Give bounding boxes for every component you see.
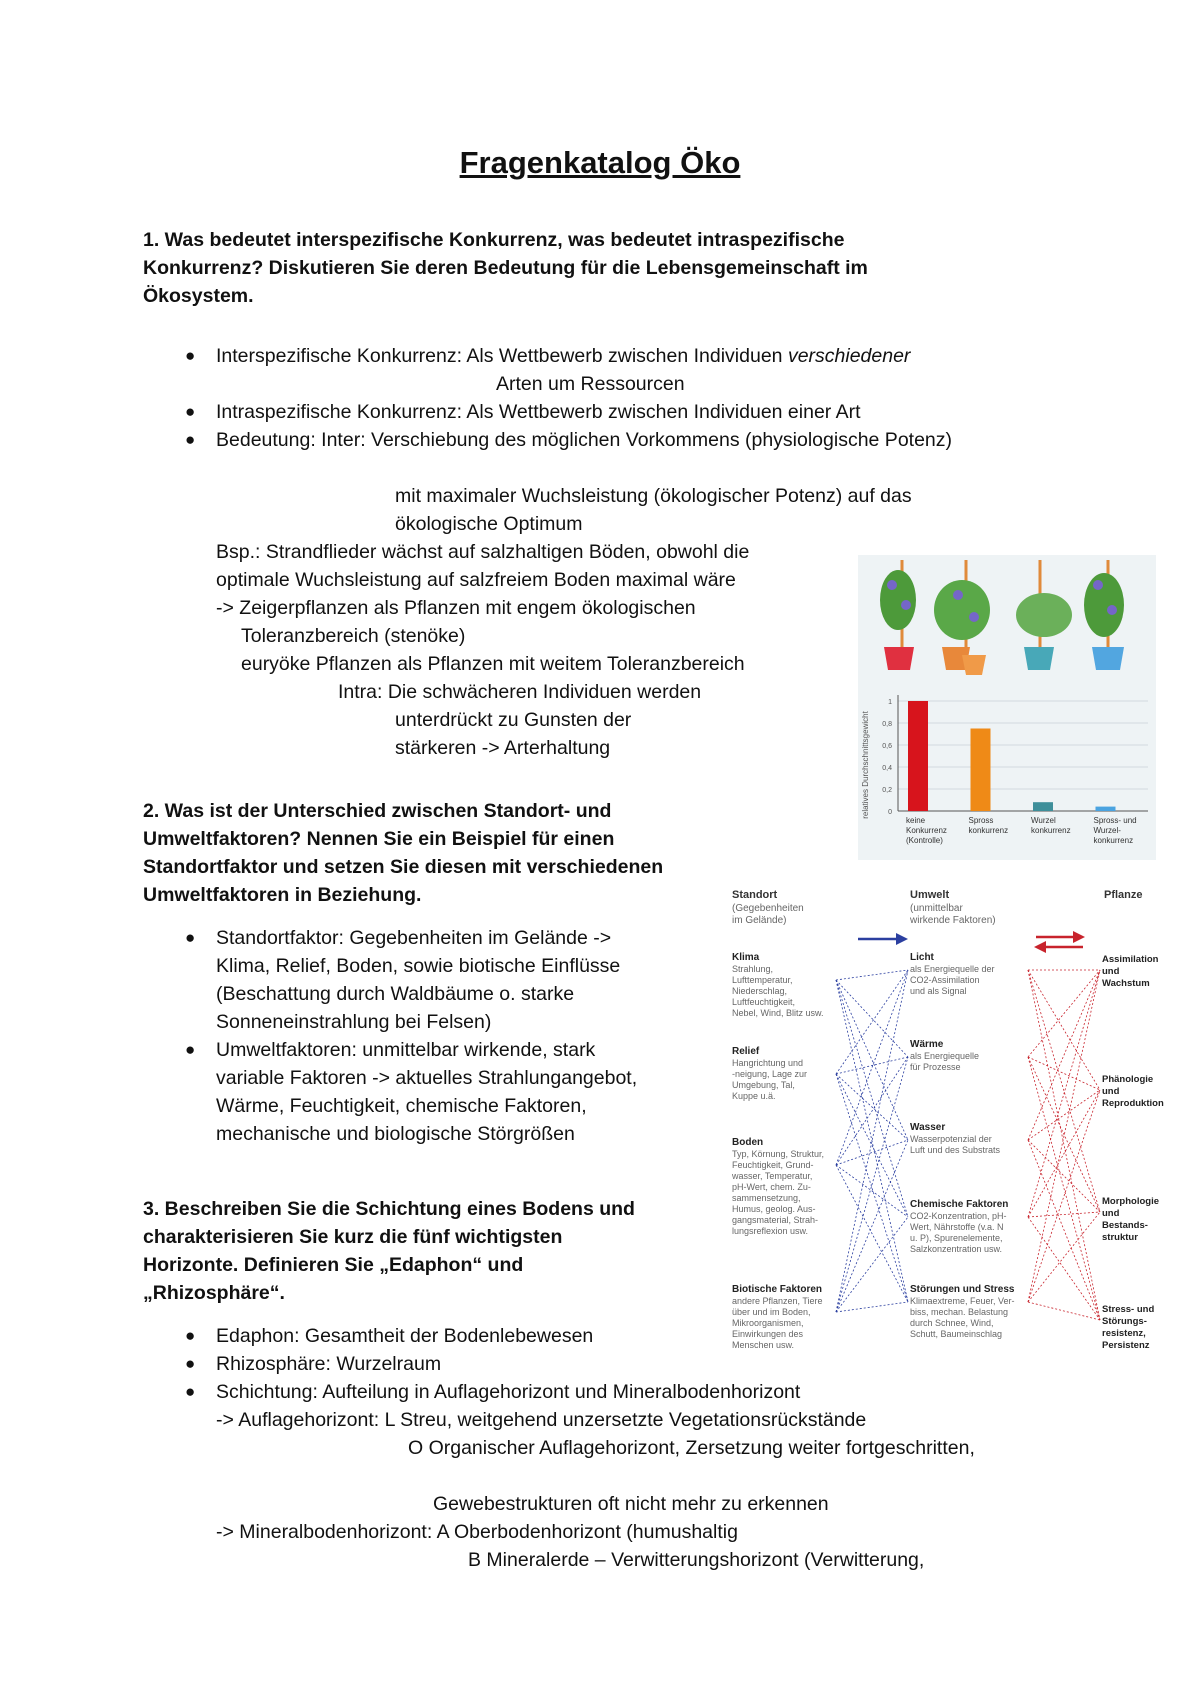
q1-line: optimale Wuchsleistung auf salzfreiem Boden maximal wäre bbox=[216, 569, 736, 591]
connection-line bbox=[836, 1057, 908, 1165]
standort-factor-desc: Humus, geolog. Aus- bbox=[732, 1204, 816, 1214]
chart-category-label: konkurrenz bbox=[968, 826, 1009, 835]
chart-category-label: (Kontrolle) bbox=[906, 836, 943, 845]
connection-line bbox=[1028, 1212, 1100, 1217]
connection-line bbox=[836, 1057, 908, 1074]
chart-category-label: Spross- und bbox=[1093, 816, 1137, 825]
q1-line: ökologische Optimum bbox=[395, 513, 583, 535]
question-3-heading: 3. Beschreiben Sie die Schichtung eines Bodens und charakterisieren Sie kurz die fünf wichtigsten Horizonte. Definieren Sie „Edaphon“ und „Rhizosphäre“. bbox=[143, 1198, 635, 1304]
standort-factor-desc: Feuchtigkeit, Grund- bbox=[732, 1160, 814, 1170]
q1-bullet-2: Intraspezifische Konkurrenz: Als Wettbewerb zwischen Individuen einer Art bbox=[216, 401, 861, 423]
umwelt-factor-desc: u. P), Spurenelemente, bbox=[910, 1233, 1003, 1243]
bullet: ● bbox=[185, 430, 196, 449]
connection-line bbox=[836, 1140, 908, 1165]
q1-bullet-1-cont: Arten um Ressourcen bbox=[496, 373, 685, 395]
plant-response-label: Stress- und bbox=[1102, 1304, 1155, 1315]
q1-line: unterdrückt zu Gunsten der bbox=[395, 709, 632, 731]
question-1-heading: 1. Was bedeutet interspezifische Konkurrenz, was bedeutet intraspezifische Konkurrenz? Diskutieren Sie deren Bedeutung für die Lebensgemeinschaft im Ökosystem. bbox=[143, 229, 868, 307]
standort-factor-desc: Mikroorganismen, bbox=[732, 1318, 804, 1328]
chart-category-label: konkurrenz bbox=[1031, 826, 1071, 835]
standort-factor-desc: Menschen usw. bbox=[732, 1340, 795, 1350]
standort-factor-desc: Umgebung, Tal, bbox=[732, 1080, 795, 1090]
umwelt-factor-desc: und als Signal bbox=[910, 986, 967, 996]
connection-line bbox=[836, 1217, 908, 1312]
q2-bullet-1: Standortfaktor: Gegebenheiten im Gelände -> Klima, Relief, Boden, sowie biotische Einflüsse (Beschattung durch Waldbäume o. starke Sonneneinstrahlung bei Felsen) bbox=[216, 927, 621, 1033]
standort-factor-desc: Typ, Körnung, Struktur, bbox=[732, 1149, 825, 1159]
connection-line bbox=[836, 980, 908, 1302]
umwelt-factor-name: Wasser bbox=[910, 1122, 946, 1133]
plant-response-label: und bbox=[1102, 966, 1120, 977]
plant-response-label: Morphologie bbox=[1102, 1196, 1159, 1207]
connection-line bbox=[1028, 970, 1100, 1057]
chart-ylabel: relatives Durchschnittsgewicht bbox=[861, 711, 870, 819]
umwelt-factor-desc: biss, mechan. Belastung bbox=[910, 1307, 1009, 1317]
q1-line: Toleranzbereich (stenöke) bbox=[241, 625, 466, 647]
standort-factor-desc: wasser, Temperatur, bbox=[732, 1171, 813, 1181]
umwelt-factor-desc: Luft und des Substrats bbox=[910, 1145, 1001, 1155]
connection-line bbox=[1028, 970, 1100, 1302]
bullet: ● bbox=[185, 1040, 196, 1059]
umwelt-factor-name: Licht bbox=[910, 952, 934, 963]
connection-line bbox=[1028, 1057, 1100, 1090]
standort-factor-desc: Kuppe u.ä. bbox=[732, 1091, 776, 1101]
chart-ytick-label: 0,6 bbox=[882, 743, 892, 750]
connection-line bbox=[1028, 970, 1100, 1140]
connection-line bbox=[836, 970, 908, 1165]
factor-diagram bbox=[728, 882, 1168, 1372]
connection-line bbox=[1028, 1140, 1100, 1320]
q1-line: mit maximaler Wuchsleistung (ökologischer Potenz) auf das bbox=[395, 485, 912, 507]
plant-response-label: und bbox=[1102, 1208, 1120, 1219]
standort-factor-desc: pH-Wert, chem. Zu- bbox=[732, 1182, 811, 1192]
pflanze-header: Pflanze bbox=[1104, 889, 1143, 901]
chart-ytick-label: 0 bbox=[888, 809, 892, 816]
q1-bullet-1: Interspezifische Konkurrenz: Als Wettbewerb zwischen Individuen verschiedener bbox=[216, 345, 911, 367]
standort-header-sub: (Gegebenheiten bbox=[732, 903, 804, 914]
connection-line bbox=[836, 980, 908, 1057]
standort-factor-name: Relief bbox=[732, 1046, 760, 1057]
q3-bullet-3: Schichtung: Aufteilung in Auflagehorizont und Mineralbodenhorizont bbox=[216, 1381, 801, 1403]
connection-line bbox=[836, 1302, 908, 1312]
chart-category-label: konkurrenz bbox=[1093, 836, 1134, 845]
umwelt-factor-desc: CO2-Assimilation bbox=[910, 975, 980, 985]
umwelt-factor-desc: CO2-Konzentration, pH- bbox=[910, 1211, 1007, 1221]
connection-line bbox=[1028, 970, 1100, 1090]
bullet: ● bbox=[185, 402, 196, 421]
q3-line: Gewebestrukturen oft nicht mehr zu erkennen bbox=[433, 1493, 829, 1515]
page-title: Fragenkatalog Öko bbox=[459, 145, 741, 180]
connection-line bbox=[836, 1140, 908, 1312]
q3-line: -> Mineralbodenhorizont: A Oberbodenhorizont (humushaltig bbox=[216, 1521, 738, 1543]
q1-line: Bsp.: Strandflieder wächst auf salzhaltigen Böden, obwohl die bbox=[216, 541, 750, 563]
plant-response-label: Phänologie bbox=[1102, 1074, 1154, 1085]
q3-line: O Organischer Auflagehorizont, Zersetzung weiter fortgeschritten, bbox=[408, 1437, 975, 1459]
q1-line: Intra: Die schwächeren Individuen werden bbox=[338, 681, 702, 703]
bullet: ● bbox=[185, 346, 196, 365]
standort-factor-name: Boden bbox=[732, 1137, 764, 1148]
umwelt-factor-desc: durch Schnee, Wind, bbox=[910, 1318, 994, 1328]
umwelt-factor-name: Störungen und Stress bbox=[910, 1284, 1015, 1295]
standort-factor-name: Klima bbox=[732, 952, 760, 963]
plant-response-label: resistenz, bbox=[1102, 1328, 1146, 1339]
standort-factor-desc: Luftfeuchtigkeit, bbox=[732, 997, 796, 1007]
bullet: ● bbox=[185, 1326, 196, 1345]
standort-factor-desc: Niederschlag, bbox=[732, 986, 788, 996]
chart-bar bbox=[971, 729, 991, 812]
bullet: ● bbox=[185, 1354, 196, 1373]
diagram-labels bbox=[731, 952, 1164, 1351]
chart-category-label: Spross bbox=[968, 816, 994, 825]
connection-line bbox=[1028, 1302, 1100, 1320]
standort-factor-desc: Hangrichtung und bbox=[732, 1058, 804, 1068]
q3-bullet-1: Edaphon: Gesamtheit der Bodenlebewesen bbox=[216, 1325, 594, 1347]
q2-bullet-2: Umweltfaktoren: unmittelbar wirkende, stark variable Faktoren -> aktuelles Strahlungangebot, Wärme, Feuchtigkeit, chemische Faktoren, mechanische und biologische Störgrößen bbox=[216, 1039, 638, 1145]
standort-factor-desc: Strahlung, bbox=[732, 964, 774, 974]
umwelt-factor-desc: Klimaextreme, Feuer, Ver- bbox=[910, 1296, 1015, 1306]
plant-response-label: und bbox=[1102, 1086, 1120, 1097]
chart-bar bbox=[1033, 802, 1053, 811]
q1-line: euryöke Pflanzen als Pflanzen mit weitem Toleranzbereich bbox=[241, 653, 745, 675]
bullet: ● bbox=[185, 928, 196, 947]
plant-response-label: Reproduktion bbox=[1102, 1098, 1164, 1109]
standort-header: Standort bbox=[732, 889, 778, 901]
connection-line bbox=[836, 970, 908, 980]
chart-category-label: Wurzel bbox=[1031, 816, 1056, 825]
question-2-heading: 2. Was ist der Unterschied zwischen Standort- und Umweltfaktoren? Nennen Sie ein Beispiel für einen Standortfaktor und setzen Sie diesen mit verschiedenen Umweltfaktoren in Beziehung. bbox=[143, 800, 664, 906]
connection-line bbox=[1028, 1090, 1100, 1217]
chart-bar bbox=[908, 701, 928, 811]
chart-ytick-label: 0,2 bbox=[882, 787, 892, 794]
plant-response-label: Assimilation bbox=[1102, 954, 1159, 965]
umwelt-header-sub: (unmittelbar bbox=[910, 903, 963, 914]
umwelt-factor-desc: für Prozesse bbox=[910, 1062, 961, 1072]
connection-line bbox=[836, 1165, 908, 1302]
standort-header-sub: im Gelände) bbox=[732, 915, 787, 926]
umwelt-factor-desc: Salzkonzentration usw. bbox=[910, 1244, 1003, 1254]
connection-line bbox=[1028, 1090, 1100, 1302]
standort-factor-desc: -neigung, Lage zur bbox=[732, 1069, 808, 1079]
connection-line bbox=[836, 980, 908, 1217]
umwelt-header: Umwelt bbox=[910, 889, 950, 901]
connection-line bbox=[836, 1057, 908, 1312]
chart-ytick-label: 1 bbox=[888, 699, 892, 706]
umwelt-factor-desc: als Energiequelle bbox=[910, 1051, 980, 1061]
plant-response-label: Störungs- bbox=[1102, 1316, 1147, 1327]
plant-response-label: struktur bbox=[1102, 1232, 1138, 1243]
umwelt-factor-name: Chemische Faktoren bbox=[910, 1199, 1009, 1210]
connection-line bbox=[836, 1165, 908, 1217]
chart-category-label: Wurzel- bbox=[1093, 826, 1121, 835]
connection-line bbox=[1028, 1140, 1100, 1212]
standort-factor-desc: über und im Boden, bbox=[732, 1307, 811, 1317]
q1-line: stärkeren -> Arterhaltung bbox=[395, 737, 611, 759]
standort-factor-desc: Nebel, Wind, Blitz usw. bbox=[732, 1008, 824, 1018]
connection-line bbox=[1028, 1212, 1100, 1302]
standort-factor-desc: Lufttemperatur, bbox=[732, 975, 793, 985]
standort-factor-desc: Einwirkungen des bbox=[732, 1329, 804, 1339]
q1-line: -> Zeigerpflanzen als Pflanzen mit engem ökologischen bbox=[216, 597, 696, 619]
connection-line bbox=[836, 1074, 908, 1140]
competition-chart bbox=[858, 555, 1156, 860]
umwelt-factor-name: Wärme bbox=[910, 1039, 944, 1050]
chart-category-label: Konkurrenz bbox=[906, 826, 947, 835]
umwelt-factor-desc: Schutt, Baumeinschlag bbox=[910, 1329, 1003, 1339]
standort-factor-desc: lungsreflexion usw. bbox=[732, 1226, 809, 1236]
standort-factor-name: Biotische Faktoren bbox=[732, 1284, 823, 1295]
chart-category-label: keine bbox=[906, 816, 926, 825]
standort-factor-desc: andere Pflanzen, Tiere bbox=[732, 1296, 823, 1306]
q3-line: B Mineralerde – Verwitterungshorizont (Verwitterung, bbox=[468, 1549, 925, 1571]
diagram-arrows bbox=[858, 931, 1085, 953]
umwelt-factor-desc: Wert, Nährstoffe (v.a. N bbox=[910, 1222, 1004, 1232]
plant-response-label: Wachstum bbox=[1102, 978, 1150, 989]
umwelt-factor-desc: Wasserpotenzial der bbox=[910, 1134, 992, 1144]
connection-line bbox=[836, 1074, 908, 1302]
connection-line bbox=[836, 980, 908, 1140]
q3-line: -> Auflagehorizont: L Streu, weitgehend unzersetzte Vegetationsrückstände bbox=[216, 1409, 867, 1431]
umwelt-header-sub: wirkende Faktoren) bbox=[910, 915, 996, 926]
connection-line bbox=[1028, 970, 1100, 1217]
q3-bullet-2: Rhizosphäre: Wurzelraum bbox=[216, 1353, 442, 1375]
bullet: ● bbox=[185, 1382, 196, 1401]
chart-bar bbox=[1096, 807, 1116, 811]
q1-bullet-3: Bedeutung: Inter: Verschiebung des möglichen Vorkommens (physiologische Potenz) bbox=[216, 429, 953, 451]
connection-line bbox=[1028, 970, 1100, 1320]
chart-ytick-label: 0,8 bbox=[882, 721, 892, 728]
umwelt-factor-desc: als Energiequelle der bbox=[910, 964, 995, 974]
chart-ytick-label: 0,4 bbox=[882, 765, 892, 772]
standort-factor-desc: gangsmaterial, Strah- bbox=[732, 1215, 819, 1225]
plant-response-label: Bestands- bbox=[1102, 1220, 1148, 1231]
standort-factor-desc: sammensetzung, bbox=[732, 1193, 801, 1203]
plant-response-label: Persistenz bbox=[1102, 1340, 1150, 1351]
connection-line bbox=[1028, 970, 1100, 1212]
